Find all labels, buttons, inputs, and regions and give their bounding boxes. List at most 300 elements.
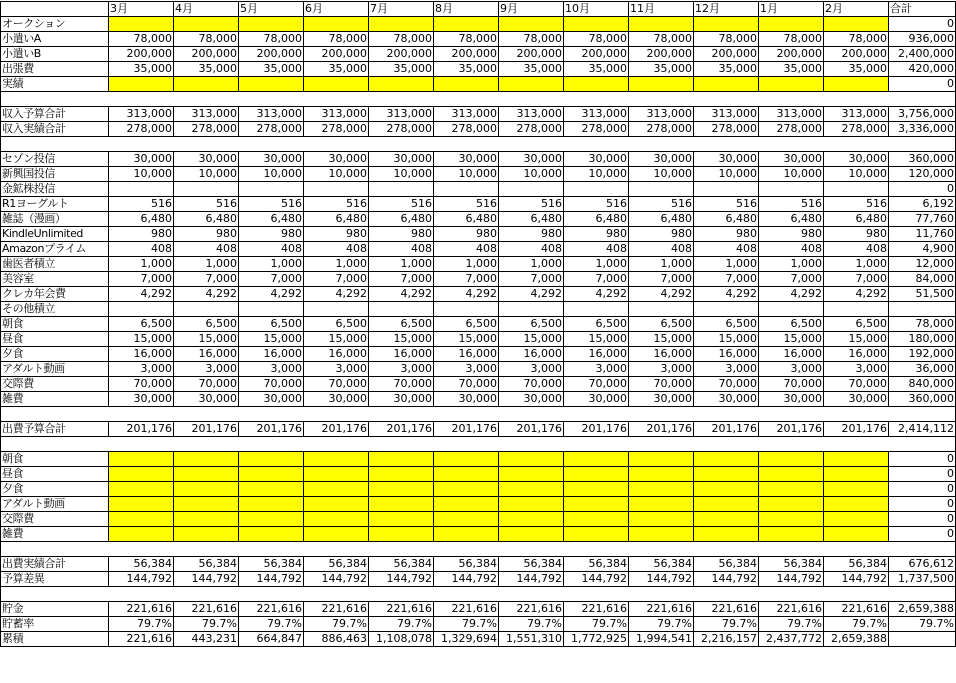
value-cell[interactable]: 35,000 bbox=[369, 62, 434, 77]
value-cell[interactable]: 516 bbox=[304, 197, 369, 212]
total-cell[interactable]: 2,659,388 bbox=[889, 602, 956, 617]
value-cell[interactable]: 6,500 bbox=[369, 317, 434, 332]
value-cell[interactable] bbox=[239, 512, 304, 527]
empty-cell[interactable] bbox=[369, 437, 434, 452]
value-cell[interactable]: 6,500 bbox=[824, 317, 889, 332]
total-cell[interactable]: 2,400,000 bbox=[889, 47, 956, 62]
value-cell[interactable]: 10,000 bbox=[109, 167, 174, 182]
value-cell[interactable] bbox=[694, 182, 759, 197]
value-cell[interactable]: 516 bbox=[759, 197, 824, 212]
value-cell[interactable]: 15,000 bbox=[174, 332, 239, 347]
value-cell[interactable]: 79.7% bbox=[824, 617, 889, 632]
value-cell[interactable] bbox=[499, 17, 564, 32]
value-cell[interactable]: 78,000 bbox=[629, 32, 694, 47]
value-cell[interactable]: 30,000 bbox=[759, 392, 824, 407]
empty-cell[interactable] bbox=[564, 92, 629, 107]
value-cell[interactable]: 200,000 bbox=[434, 47, 499, 62]
value-cell[interactable] bbox=[629, 452, 694, 467]
empty-cell[interactable] bbox=[239, 137, 304, 152]
empty-cell[interactable] bbox=[629, 437, 694, 452]
value-cell[interactable]: 78,000 bbox=[564, 32, 629, 47]
value-cell[interactable]: 30,000 bbox=[239, 152, 304, 167]
value-cell[interactable] bbox=[694, 17, 759, 32]
value-cell[interactable]: 79.7% bbox=[239, 617, 304, 632]
value-cell[interactable]: 15,000 bbox=[109, 332, 174, 347]
value-cell[interactable]: 6,480 bbox=[434, 212, 499, 227]
empty-cell[interactable] bbox=[889, 437, 956, 452]
value-cell[interactable]: 4,292 bbox=[304, 287, 369, 302]
value-cell[interactable] bbox=[694, 467, 759, 482]
value-cell[interactable]: 1,000 bbox=[499, 257, 564, 272]
empty-cell[interactable] bbox=[499, 437, 564, 452]
value-cell[interactable]: 56,384 bbox=[434, 557, 499, 572]
value-cell[interactable]: 6,500 bbox=[694, 317, 759, 332]
empty-cell[interactable] bbox=[824, 92, 889, 107]
row-label[interactable]: アダルト動画 bbox=[1, 362, 109, 377]
value-cell[interactable]: 980 bbox=[629, 227, 694, 242]
value-cell[interactable] bbox=[759, 302, 824, 317]
empty-cell[interactable] bbox=[499, 92, 564, 107]
value-cell[interactable]: 78,000 bbox=[824, 32, 889, 47]
value-cell[interactable]: 15,000 bbox=[499, 332, 564, 347]
value-cell[interactable]: 3,000 bbox=[239, 362, 304, 377]
value-cell[interactable]: 30,000 bbox=[369, 152, 434, 167]
value-cell[interactable]: 30,000 bbox=[824, 392, 889, 407]
value-cell[interactable]: 30,000 bbox=[499, 152, 564, 167]
empty-cell[interactable] bbox=[304, 437, 369, 452]
value-cell[interactable] bbox=[174, 182, 239, 197]
value-cell[interactable]: 30,000 bbox=[694, 392, 759, 407]
row-label[interactable]: 朝食 bbox=[1, 452, 109, 467]
value-cell[interactable]: 30,000 bbox=[239, 392, 304, 407]
empty-cell[interactable] bbox=[564, 542, 629, 557]
value-cell[interactable]: 16,000 bbox=[564, 347, 629, 362]
value-cell[interactable]: 16,000 bbox=[239, 347, 304, 362]
row-label[interactable]: セゾン投信 bbox=[1, 152, 109, 167]
value-cell[interactable]: 408 bbox=[629, 242, 694, 257]
value-cell[interactable]: 56,384 bbox=[109, 557, 174, 572]
value-cell[interactable]: 200,000 bbox=[174, 47, 239, 62]
empty-cell[interactable] bbox=[629, 407, 694, 422]
value-cell[interactable] bbox=[369, 452, 434, 467]
value-cell[interactable] bbox=[824, 452, 889, 467]
value-cell[interactable] bbox=[759, 467, 824, 482]
total-cell[interactable]: 180,000 bbox=[889, 332, 956, 347]
value-cell[interactable]: 7,000 bbox=[304, 272, 369, 287]
value-cell[interactable]: 7,000 bbox=[109, 272, 174, 287]
total-cell[interactable] bbox=[889, 632, 956, 647]
value-cell[interactable]: 221,616 bbox=[109, 632, 174, 647]
value-cell[interactable]: 278,000 bbox=[694, 122, 759, 137]
value-cell[interactable]: 980 bbox=[369, 227, 434, 242]
value-cell[interactable]: 1,000 bbox=[694, 257, 759, 272]
empty-cell[interactable] bbox=[304, 92, 369, 107]
value-cell[interactable]: 2,437,772 bbox=[759, 632, 824, 647]
value-cell[interactable]: 221,616 bbox=[629, 602, 694, 617]
value-cell[interactable]: 78,000 bbox=[239, 32, 304, 47]
value-cell[interactable]: 516 bbox=[434, 197, 499, 212]
empty-cell[interactable] bbox=[434, 587, 499, 602]
row-label[interactable]: クレカ年会費 bbox=[1, 287, 109, 302]
value-cell[interactable]: 56,384 bbox=[174, 557, 239, 572]
value-cell[interactable] bbox=[564, 17, 629, 32]
row-label[interactable]: 小遣いB bbox=[1, 47, 109, 62]
value-cell[interactable]: 6,480 bbox=[824, 212, 889, 227]
value-cell[interactable]: 16,000 bbox=[369, 347, 434, 362]
value-cell[interactable]: 30,000 bbox=[434, 152, 499, 167]
value-cell[interactable]: 30,000 bbox=[629, 152, 694, 167]
total-cell[interactable]: 11,760 bbox=[889, 227, 956, 242]
value-cell[interactable] bbox=[629, 17, 694, 32]
empty-cell[interactable] bbox=[109, 587, 174, 602]
value-cell[interactable]: 6,480 bbox=[499, 212, 564, 227]
value-cell[interactable]: 35,000 bbox=[239, 62, 304, 77]
value-cell[interactable] bbox=[239, 302, 304, 317]
value-cell[interactable] bbox=[369, 527, 434, 542]
value-cell[interactable] bbox=[304, 182, 369, 197]
value-cell[interactable]: 144,792 bbox=[369, 572, 434, 587]
value-cell[interactable] bbox=[304, 482, 369, 497]
value-cell[interactable]: 278,000 bbox=[109, 122, 174, 137]
value-cell[interactable]: 1,108,078 bbox=[369, 632, 434, 647]
month-header[interactable]: 12月 bbox=[694, 2, 759, 17]
value-cell[interactable]: 10,000 bbox=[694, 167, 759, 182]
value-cell[interactable]: 201,176 bbox=[694, 422, 759, 437]
row-label[interactable]: アダルト動画 bbox=[1, 497, 109, 512]
empty-cell[interactable] bbox=[889, 587, 956, 602]
value-cell[interactable]: 980 bbox=[239, 227, 304, 242]
value-cell[interactable] bbox=[434, 527, 499, 542]
value-cell[interactable]: 516 bbox=[694, 197, 759, 212]
value-cell[interactable]: 200,000 bbox=[824, 47, 889, 62]
value-cell[interactable]: 516 bbox=[369, 197, 434, 212]
value-cell[interactable]: 16,000 bbox=[304, 347, 369, 362]
total-cell[interactable]: 1,737,500 bbox=[889, 572, 956, 587]
value-cell[interactable]: 408 bbox=[694, 242, 759, 257]
value-cell[interactable]: 6,500 bbox=[239, 317, 304, 332]
row-label[interactable]: 朝食 bbox=[1, 317, 109, 332]
row-label[interactable]: R1ヨーグルト bbox=[1, 197, 109, 212]
total-cell[interactable]: 12,000 bbox=[889, 257, 956, 272]
value-cell[interactable]: 278,000 bbox=[629, 122, 694, 137]
value-cell[interactable]: 6,500 bbox=[304, 317, 369, 332]
value-cell[interactable] bbox=[564, 527, 629, 542]
value-cell[interactable]: 201,176 bbox=[174, 422, 239, 437]
value-cell[interactable]: 221,616 bbox=[759, 602, 824, 617]
value-cell[interactable]: 144,792 bbox=[824, 572, 889, 587]
value-cell[interactable]: 79.7% bbox=[564, 617, 629, 632]
empty-cell[interactable] bbox=[434, 437, 499, 452]
empty-cell[interactable] bbox=[239, 92, 304, 107]
value-cell[interactable] bbox=[824, 17, 889, 32]
value-cell[interactable]: 79.7% bbox=[629, 617, 694, 632]
value-cell[interactable]: 56,384 bbox=[369, 557, 434, 572]
value-cell[interactable]: 313,000 bbox=[239, 107, 304, 122]
value-cell[interactable]: 221,616 bbox=[694, 602, 759, 617]
value-cell[interactable]: 30,000 bbox=[694, 152, 759, 167]
row-label[interactable]: その他積立 bbox=[1, 302, 109, 317]
value-cell[interactable]: 30,000 bbox=[499, 392, 564, 407]
total-header[interactable]: 合計 bbox=[889, 2, 956, 17]
row-label[interactable]: 累積 bbox=[1, 632, 109, 647]
row-label[interactable]: 夕食 bbox=[1, 482, 109, 497]
value-cell[interactable]: 56,384 bbox=[239, 557, 304, 572]
value-cell[interactable]: 200,000 bbox=[109, 47, 174, 62]
month-header[interactable]: 5月 bbox=[239, 2, 304, 17]
total-cell[interactable]: 0 bbox=[889, 452, 956, 467]
total-cell[interactable]: 0 bbox=[889, 527, 956, 542]
value-cell[interactable]: 1,994,541 bbox=[629, 632, 694, 647]
value-cell[interactable] bbox=[824, 482, 889, 497]
total-cell[interactable]: 3,336,000 bbox=[889, 122, 956, 137]
value-cell[interactable] bbox=[239, 497, 304, 512]
row-label[interactable]: 出張費 bbox=[1, 62, 109, 77]
value-cell[interactable]: 15,000 bbox=[239, 332, 304, 347]
empty-cell[interactable] bbox=[759, 587, 824, 602]
value-cell[interactable]: 144,792 bbox=[304, 572, 369, 587]
month-header[interactable]: 11月 bbox=[629, 2, 694, 17]
value-cell[interactable]: 7,000 bbox=[694, 272, 759, 287]
value-cell[interactable]: 4,292 bbox=[434, 287, 499, 302]
empty-cell[interactable] bbox=[889, 542, 956, 557]
value-cell[interactable]: 70,000 bbox=[694, 377, 759, 392]
value-cell[interactable]: 7,000 bbox=[239, 272, 304, 287]
value-cell[interactable]: 7,000 bbox=[564, 272, 629, 287]
value-cell[interactable]: 30,000 bbox=[304, 392, 369, 407]
value-cell[interactable]: 4,292 bbox=[564, 287, 629, 302]
value-cell[interactable] bbox=[759, 482, 824, 497]
value-cell[interactable] bbox=[304, 17, 369, 32]
value-cell[interactable]: 6,480 bbox=[629, 212, 694, 227]
value-cell[interactable] bbox=[239, 482, 304, 497]
row-label[interactable]: 予算差異 bbox=[1, 572, 109, 587]
value-cell[interactable]: 70,000 bbox=[174, 377, 239, 392]
value-cell[interactable]: 16,000 bbox=[759, 347, 824, 362]
corner-cell[interactable] bbox=[1, 2, 109, 17]
value-cell[interactable] bbox=[759, 182, 824, 197]
value-cell[interactable]: 1,000 bbox=[369, 257, 434, 272]
value-cell[interactable]: 3,000 bbox=[629, 362, 694, 377]
value-cell[interactable]: 15,000 bbox=[824, 332, 889, 347]
empty-cell[interactable] bbox=[889, 137, 956, 152]
value-cell[interactable]: 4,292 bbox=[694, 287, 759, 302]
month-header[interactable]: 1月 bbox=[759, 2, 824, 17]
value-cell[interactable]: 30,000 bbox=[109, 152, 174, 167]
value-cell[interactable] bbox=[759, 17, 824, 32]
row-label[interactable]: 昼食 bbox=[1, 332, 109, 347]
month-header[interactable]: 3月 bbox=[109, 2, 174, 17]
value-cell[interactable]: 30,000 bbox=[434, 392, 499, 407]
value-cell[interactable]: 7,000 bbox=[824, 272, 889, 287]
value-cell[interactable] bbox=[239, 182, 304, 197]
value-cell[interactable] bbox=[434, 497, 499, 512]
value-cell[interactable]: 6,480 bbox=[369, 212, 434, 227]
value-cell[interactable]: 56,384 bbox=[564, 557, 629, 572]
value-cell[interactable]: 6,480 bbox=[109, 212, 174, 227]
value-cell[interactable] bbox=[369, 467, 434, 482]
value-cell[interactable]: 79.7% bbox=[304, 617, 369, 632]
value-cell[interactable] bbox=[239, 17, 304, 32]
value-cell[interactable] bbox=[499, 527, 564, 542]
empty-cell[interactable] bbox=[694, 407, 759, 422]
empty-cell[interactable] bbox=[499, 542, 564, 557]
value-cell[interactable]: 35,000 bbox=[434, 62, 499, 77]
month-header[interactable]: 6月 bbox=[304, 2, 369, 17]
value-cell[interactable] bbox=[369, 512, 434, 527]
empty-cell[interactable] bbox=[109, 437, 174, 452]
value-cell[interactable]: 144,792 bbox=[174, 572, 239, 587]
total-cell[interactable]: 0 bbox=[889, 182, 956, 197]
value-cell[interactable]: 79.7% bbox=[694, 617, 759, 632]
total-cell[interactable]: 3,756,000 bbox=[889, 107, 956, 122]
empty-cell[interactable] bbox=[564, 587, 629, 602]
value-cell[interactable]: 144,792 bbox=[499, 572, 564, 587]
value-cell[interactable]: 10,000 bbox=[629, 167, 694, 182]
total-cell[interactable]: 0 bbox=[889, 77, 956, 92]
value-cell[interactable] bbox=[824, 497, 889, 512]
value-cell[interactable] bbox=[564, 497, 629, 512]
row-label[interactable]: 雑費 bbox=[1, 527, 109, 542]
value-cell[interactable]: 30,000 bbox=[759, 152, 824, 167]
value-cell[interactable]: 144,792 bbox=[239, 572, 304, 587]
empty-cell[interactable] bbox=[759, 437, 824, 452]
value-cell[interactable]: 30,000 bbox=[564, 152, 629, 167]
value-cell[interactable]: 278,000 bbox=[239, 122, 304, 137]
empty-cell[interactable] bbox=[824, 542, 889, 557]
total-cell[interactable]: 120,000 bbox=[889, 167, 956, 182]
value-cell[interactable]: 221,616 bbox=[499, 602, 564, 617]
value-cell[interactable]: 201,176 bbox=[369, 422, 434, 437]
value-cell[interactable]: 4,292 bbox=[629, 287, 694, 302]
value-cell[interactable] bbox=[629, 77, 694, 92]
row-label[interactable]: 貯蓄率 bbox=[1, 617, 109, 632]
value-cell[interactable] bbox=[564, 467, 629, 482]
value-cell[interactable] bbox=[109, 17, 174, 32]
value-cell[interactable]: 56,384 bbox=[629, 557, 694, 572]
row-label[interactable]: 夕食 bbox=[1, 347, 109, 362]
value-cell[interactable] bbox=[304, 467, 369, 482]
value-cell[interactable]: 70,000 bbox=[824, 377, 889, 392]
value-cell[interactable]: 35,000 bbox=[564, 62, 629, 77]
value-cell[interactable] bbox=[824, 182, 889, 197]
value-cell[interactable]: 6,480 bbox=[694, 212, 759, 227]
empty-cell[interactable] bbox=[759, 137, 824, 152]
value-cell[interactable]: 1,551,310 bbox=[499, 632, 564, 647]
empty-cell[interactable] bbox=[499, 587, 564, 602]
value-cell[interactable]: 10,000 bbox=[174, 167, 239, 182]
value-cell[interactable]: 3,000 bbox=[174, 362, 239, 377]
value-cell[interactable] bbox=[304, 302, 369, 317]
value-cell[interactable]: 70,000 bbox=[434, 377, 499, 392]
value-cell[interactable]: 15,000 bbox=[369, 332, 434, 347]
value-cell[interactable] bbox=[824, 467, 889, 482]
value-cell[interactable]: 10,000 bbox=[564, 167, 629, 182]
value-cell[interactable]: 3,000 bbox=[434, 362, 499, 377]
empty-cell[interactable] bbox=[174, 137, 239, 152]
value-cell[interactable]: 30,000 bbox=[629, 392, 694, 407]
value-cell[interactable]: 1,329,694 bbox=[434, 632, 499, 647]
value-cell[interactable]: 7,000 bbox=[499, 272, 564, 287]
total-cell[interactable]: 4,900 bbox=[889, 242, 956, 257]
value-cell[interactable] bbox=[694, 302, 759, 317]
row-label[interactable]: 新興国投信 bbox=[1, 167, 109, 182]
value-cell[interactable]: 15,000 bbox=[629, 332, 694, 347]
empty-cell[interactable] bbox=[304, 587, 369, 602]
value-cell[interactable] bbox=[499, 302, 564, 317]
value-cell[interactable] bbox=[109, 182, 174, 197]
empty-cell[interactable] bbox=[434, 407, 499, 422]
value-cell[interactable]: 78,000 bbox=[499, 32, 564, 47]
value-cell[interactable]: 313,000 bbox=[759, 107, 824, 122]
value-cell[interactable] bbox=[434, 302, 499, 317]
empty-cell[interactable] bbox=[304, 407, 369, 422]
value-cell[interactable]: 278,000 bbox=[304, 122, 369, 137]
total-cell[interactable]: 420,000 bbox=[889, 62, 956, 77]
month-header[interactable]: 8月 bbox=[434, 2, 499, 17]
value-cell[interactable] bbox=[304, 497, 369, 512]
empty-cell[interactable] bbox=[629, 587, 694, 602]
value-cell[interactable]: 6,500 bbox=[174, 317, 239, 332]
empty-cell[interactable] bbox=[174, 407, 239, 422]
value-cell[interactable]: 313,000 bbox=[564, 107, 629, 122]
value-cell[interactable]: 1,000 bbox=[109, 257, 174, 272]
empty-cell[interactable] bbox=[239, 542, 304, 557]
value-cell[interactable] bbox=[369, 182, 434, 197]
value-cell[interactable] bbox=[174, 482, 239, 497]
value-cell[interactable]: 408 bbox=[239, 242, 304, 257]
value-cell[interactable]: 30,000 bbox=[304, 152, 369, 167]
value-cell[interactable]: 980 bbox=[694, 227, 759, 242]
value-cell[interactable]: 30,000 bbox=[564, 392, 629, 407]
value-cell[interactable]: 70,000 bbox=[629, 377, 694, 392]
value-cell[interactable] bbox=[109, 77, 174, 92]
row-label[interactable]: 美容室 bbox=[1, 272, 109, 287]
value-cell[interactable] bbox=[434, 452, 499, 467]
value-cell[interactable] bbox=[174, 497, 239, 512]
value-cell[interactable]: 1,000 bbox=[304, 257, 369, 272]
empty-cell[interactable] bbox=[499, 407, 564, 422]
empty-cell[interactable] bbox=[174, 92, 239, 107]
month-header[interactable]: 10月 bbox=[564, 2, 629, 17]
value-cell[interactable] bbox=[239, 467, 304, 482]
value-cell[interactable]: 16,000 bbox=[434, 347, 499, 362]
value-cell[interactable]: 70,000 bbox=[759, 377, 824, 392]
row-label[interactable]: 金鉱株投信 bbox=[1, 182, 109, 197]
row-label[interactable]: 交際費 bbox=[1, 377, 109, 392]
total-cell[interactable]: 77,760 bbox=[889, 212, 956, 227]
value-cell[interactable]: 221,616 bbox=[564, 602, 629, 617]
value-cell[interactable]: 3,000 bbox=[304, 362, 369, 377]
value-cell[interactable]: 70,000 bbox=[109, 377, 174, 392]
value-cell[interactable]: 35,000 bbox=[304, 62, 369, 77]
value-cell[interactable] bbox=[499, 452, 564, 467]
value-cell[interactable]: 144,792 bbox=[434, 572, 499, 587]
value-cell[interactable]: 278,000 bbox=[564, 122, 629, 137]
value-cell[interactable]: 56,384 bbox=[694, 557, 759, 572]
value-cell[interactable]: 221,616 bbox=[239, 602, 304, 617]
value-cell[interactable]: 10,000 bbox=[239, 167, 304, 182]
value-cell[interactable] bbox=[759, 497, 824, 512]
value-cell[interactable]: 200,000 bbox=[499, 47, 564, 62]
value-cell[interactable]: 1,000 bbox=[239, 257, 304, 272]
value-cell[interactable]: 6,500 bbox=[759, 317, 824, 332]
value-cell[interactable]: 35,000 bbox=[824, 62, 889, 77]
value-cell[interactable]: 980 bbox=[109, 227, 174, 242]
value-cell[interactable]: 16,000 bbox=[174, 347, 239, 362]
value-cell[interactable]: 35,000 bbox=[694, 62, 759, 77]
value-cell[interactable] bbox=[369, 77, 434, 92]
value-cell[interactable]: 79.7% bbox=[499, 617, 564, 632]
